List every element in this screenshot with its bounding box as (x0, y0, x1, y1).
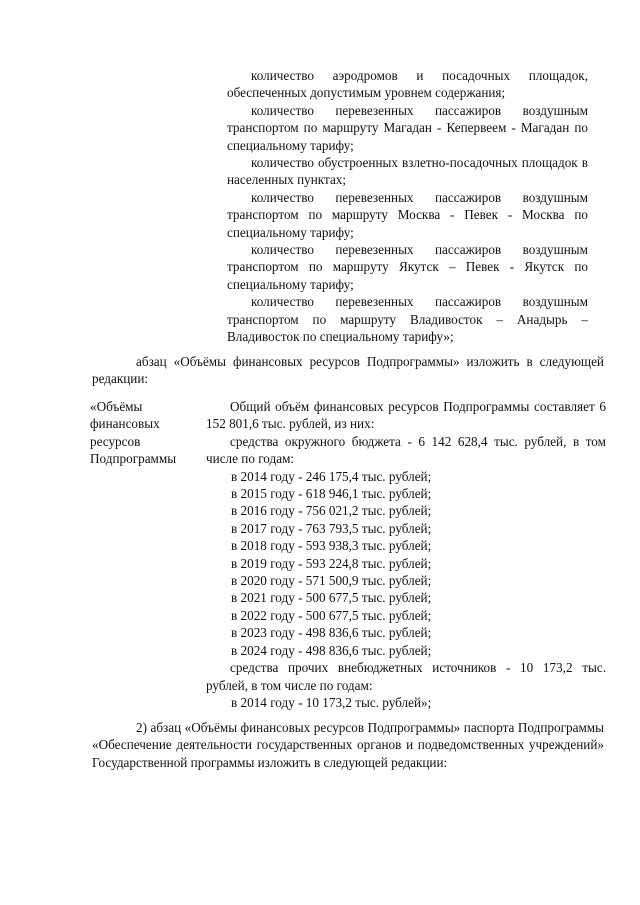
district-year-line: в 2017 году - 763 793,5 тыс. рублей; (231, 520, 432, 536)
district-year-line: в 2024 году - 498 836,6 тыс. рублей; (231, 642, 432, 658)
table-label-line: финансовых (90, 416, 160, 432)
district-year-line: в 2023 году - 498 836,6 тыс. рублей; (231, 625, 432, 641)
indicators-list (227, 67, 588, 346)
table-content-cell (206, 398, 606, 711)
indicator-item: количество аэродромов и посадочных площадок, обеспеченных допустимым уровнем содержания; (227, 68, 588, 101)
table-label-line: ресурсов (90, 433, 141, 449)
table-label-line: Подпрограммы (90, 451, 177, 467)
district-year-line: в 2021 году - 500 677,5 тыс. рублей; (231, 590, 432, 606)
district-year-line: в 2020 году - 571 500,9 тыс. рублей; (231, 573, 432, 589)
district-year-line: в 2022 году - 500 677,5 тыс. рублей; (231, 607, 432, 623)
indicator-item: количество перевезенных пассажиров воздушным транспортом по маршруту Владивосток – Анадырь – Владивосток по специальному тарифу»; (227, 294, 588, 345)
district-year-line: в 2015 году - 618 946,1 тыс. рублей; (231, 486, 432, 502)
amendment-2-paragraph: 2) абзац «Объёмы финансовых ресурсов Подпрограммы» паспорта Подпрограммы «Обеспечение деятельности государственных органов и подведомственных учреждений» Государственной программы изложить в следующей редакции: (92, 720, 604, 770)
district-year-line: в 2018 году - 593 938,3 тыс. рублей; (231, 538, 432, 554)
table-label-line: «Объёмы (90, 399, 143, 414)
indicator-item: количество перевезенных пассажиров воздушным транспортом по маршруту Москва - Певек - Москва по специальному тарифу; (227, 189, 588, 240)
district-year-line: в 2014 году - 246 175,4 тыс. рублей; (231, 468, 432, 484)
district-budget-paragraph: средства окружного бюджета - 6 142 628,4 тыс. рублей, в том числе по годам: (206, 433, 606, 467)
district-year-line: в 2016 году - 756 021,2 тыс. рублей; (231, 503, 432, 519)
amendment-intro-paragraph: абзац «Объёмы финансовых ресурсов Подпрограммы» изложить в следующей редакции: (92, 354, 604, 387)
total-funding-paragraph: Общий объём финансовых ресурсов Подпрограммы составляет 6 152 801,6 тыс. рублей, из них: (206, 399, 606, 432)
indicator-item: количество перевезенных пассажиров воздушным транспортом по маршруту Магадан - Кепервеем - Магадан по специальному тарифу; (227, 102, 588, 153)
indicator-item: количество перевезенных пассажиров воздушным транспортом по маршруту Якутск – Певек - Якутск по специальному тарифу; (227, 242, 588, 292)
district-year-line: в 2019 году - 593 224,8 тыс. рублей; (231, 555, 432, 571)
table-label-cell (90, 398, 210, 468)
other-sources-paragraph: средства прочих внебюджетных источников - 10 173,2 тыс. рублей, в том числе по годам: (206, 660, 606, 693)
indicator-item: количество обустроенных взлетно-посадочных площадок в населенных пунктах; (227, 155, 588, 188)
other-year-line: в 2014 году - 10 173,2 тыс. рублей»; (231, 694, 432, 710)
